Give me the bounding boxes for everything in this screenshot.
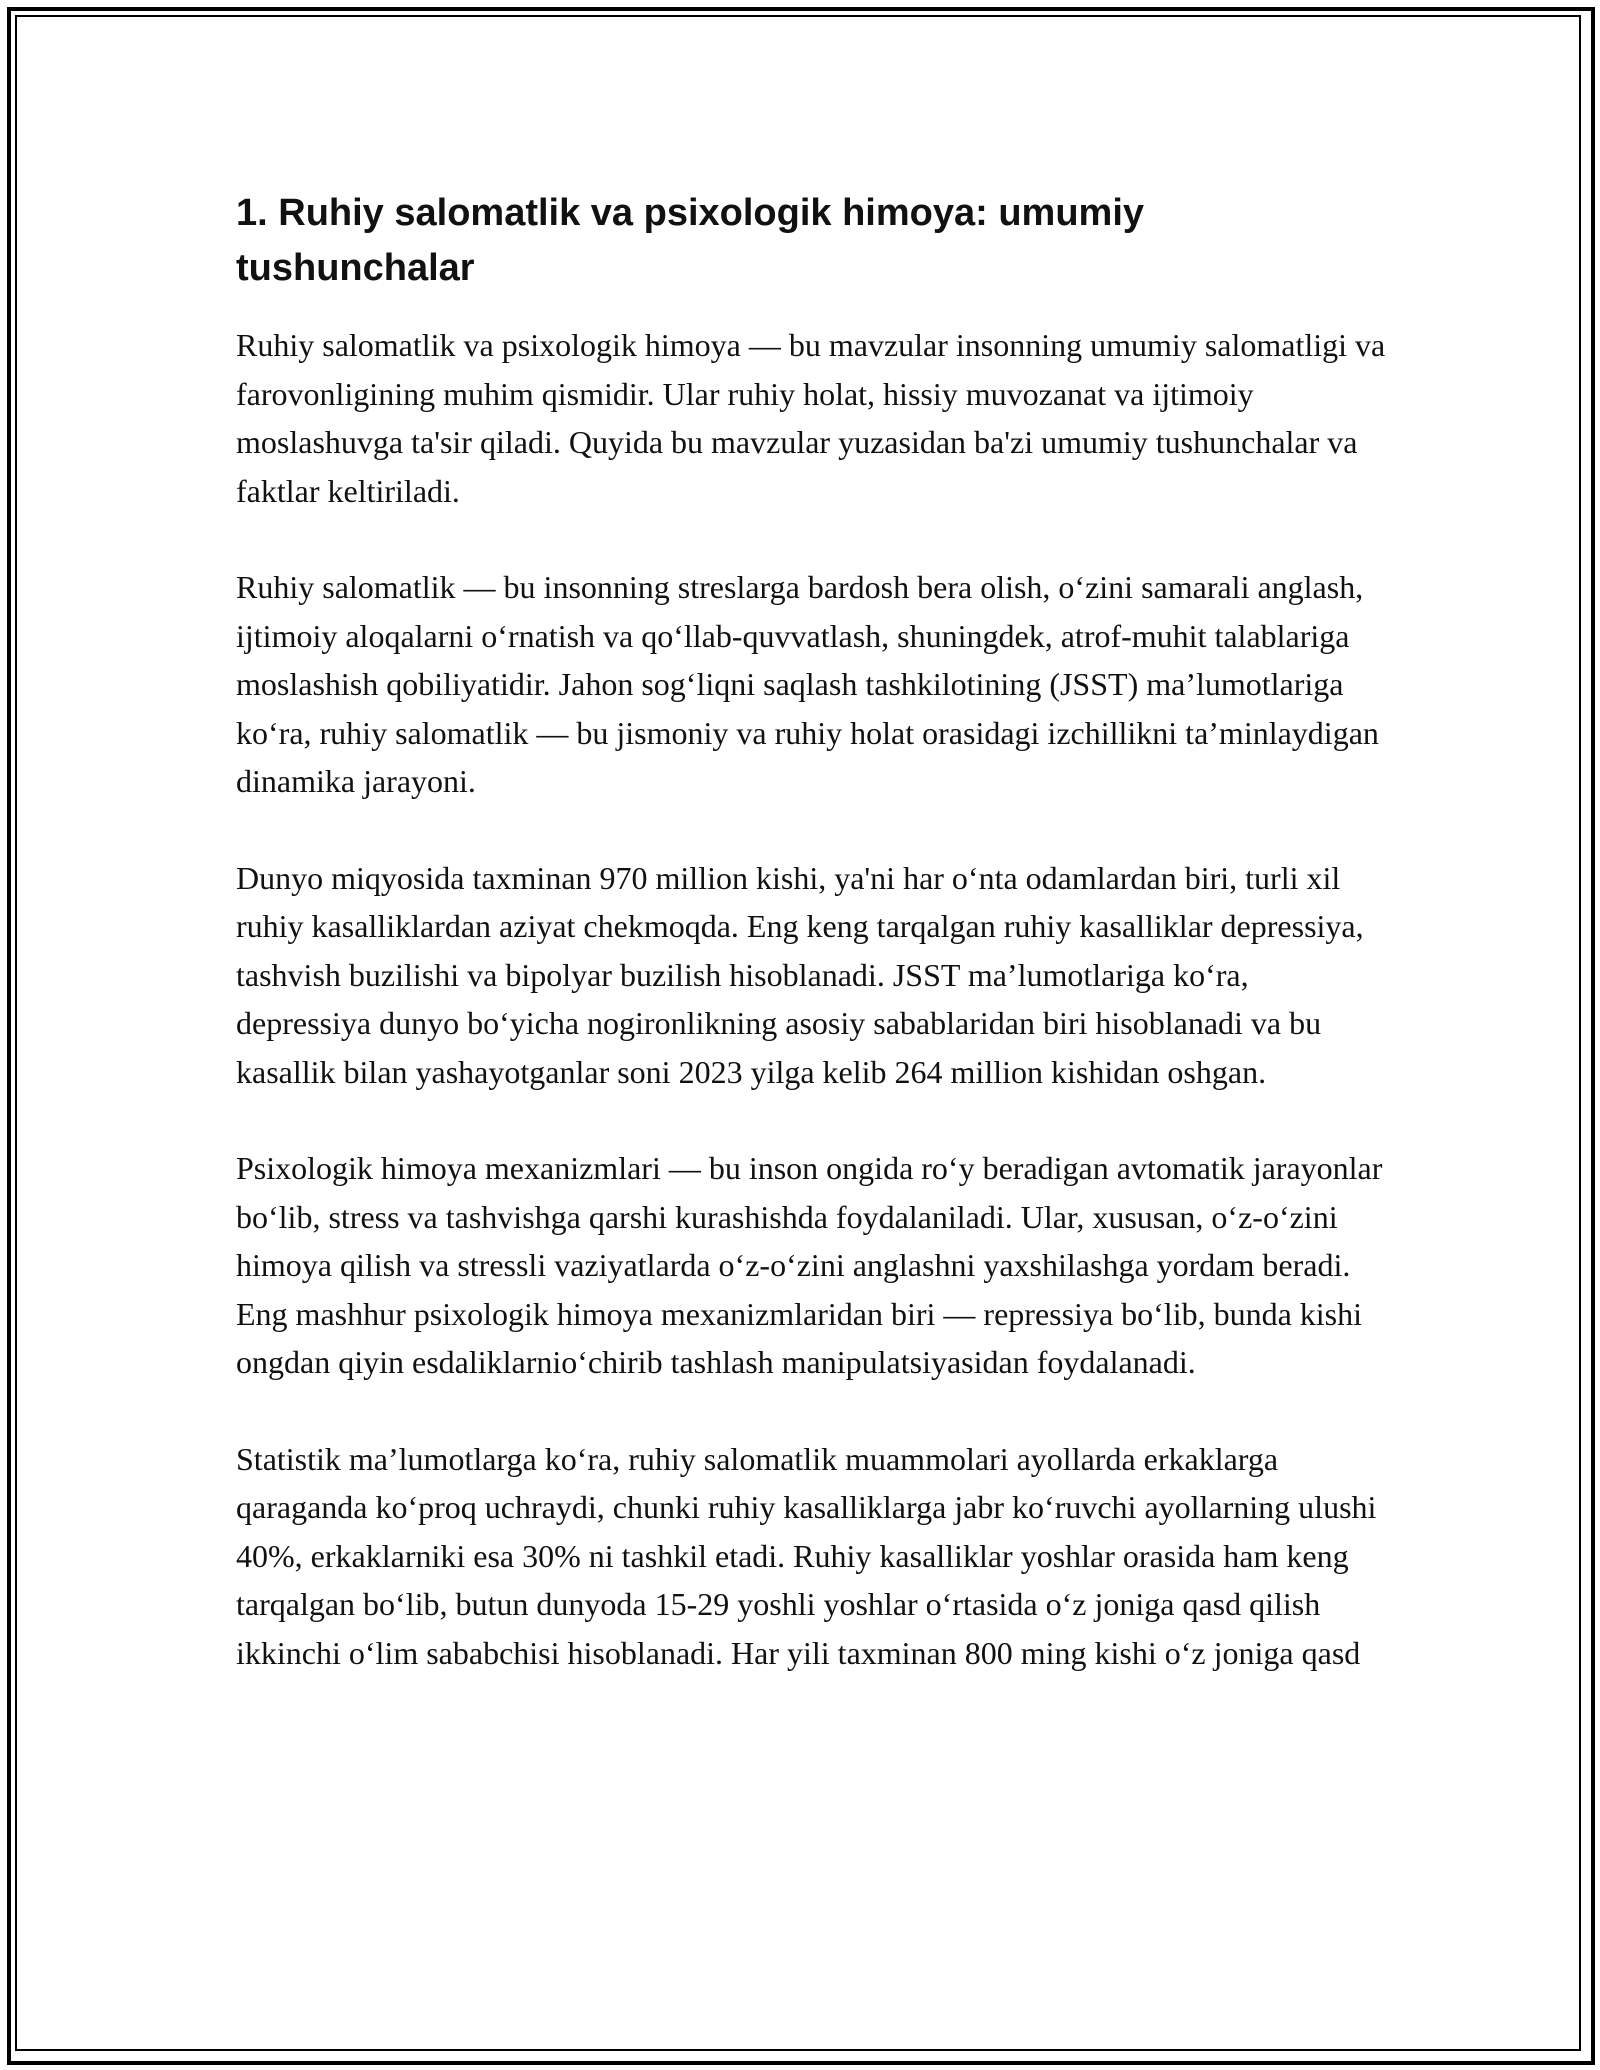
section-title: 1. Ruhiy salomatlik va psixologik himoya: umumiy tushunchalar (236, 192, 1145, 289)
paragraph-statistics: Dunyo miqyosida taxminan 970 million kishi, ya'ni har o‘nta odamlardan biri, turli xil ruhiy kasalliklardan aziyat chekmoqda. Eng keng tarqalgan ruhiy kasalliklar depressiya, tashvish buzilishi va bipolyar buzilish hisoblanadi. JSST ma’lumotlariga ko‘ra, depressiya dunyo bo‘yicha nogironlikning asosiy sabablaridan biri hisoblanadi va bu kasallik bilan yashayotganlar soni 2023 yilga kelib 264 million kishidan oshgan. (236, 859, 1364, 1090)
document-body (236, 186, 1386, 1725)
paragraph-defense-mechanisms: Psixologik himoya mexanizmlari — bu inson ongida ro‘y beradigan avtomatik jarayonlar bo‘lib, stress va tashvishga qarshi kurashishda foydalaniladi. Ular, xususan, o‘z-o‘zini himoya qilish va stressli vaziyatlarda o‘z-o‘zini anglashni yaxshilashga yordam beradi. Eng mashhur psixologik himoya mexanizmlaridan biri — repressiya bo‘lib, bunda kishi ongdan qiyin esdaliklarnio‘chirib tashlash manipulatsiyasidan foydalanadi. (236, 1150, 1383, 1380)
paragraph-gender-statistics: Statistik ma’lumotlarga ko‘ra, ruhiy salomatlik muammolari ayollarda erkaklarga qaraganda ko‘proq uchraydi, chunki ruhiy kasalliklarga jabr ko‘ruvchi ayollarning ulushi 40%, erkaklarniki esa 30% ni tashkil etadi. Ruhiy kasalliklar yoshlar orasida ham keng tarqalgan bo‘lib, butun dunyoda 15-29 yoshli yoshlar o‘rtasida o‘z joniga qasd qilish ikkinchi o‘lim sababchisi hisoblanadi. Har yili taxminan 800 ming kishi o‘z joniga qasd (236, 1440, 1377, 1671)
paragraph-intro: Ruhiy salomatlik va psixologik himoya — bu mavzular insonning umumiy salomatligi va farovonligining muhim qismidir. Ular ruhiy holat, hissiy muvozanat va ijtimoiy moslashuvga ta'sir qiladi. Quyida bu mavzular yuzasidan ba'zi umumiy tushunchalar va faktlar keltiriladi. (236, 327, 1386, 509)
paragraph-definition: Ruhiy salomatlik — bu insonning streslarga bardosh bera olish, o‘zini samarali anglash, ijtimoiy aloqalarni o‘rnatish va qo‘llab-quvvatlash, shuningdek, atrof-muhit talablariga moslashish qobiliyatidir. Jahon sog‘liqni saqlash tashkilotining (JSST) ma’lumotlariga ko‘ra, ruhiy salomatlik — bu jismoniy va ruhiy holat orasidagi izchillikni ta’minlaydigan dinamika jarayoni. (236, 569, 1379, 799)
